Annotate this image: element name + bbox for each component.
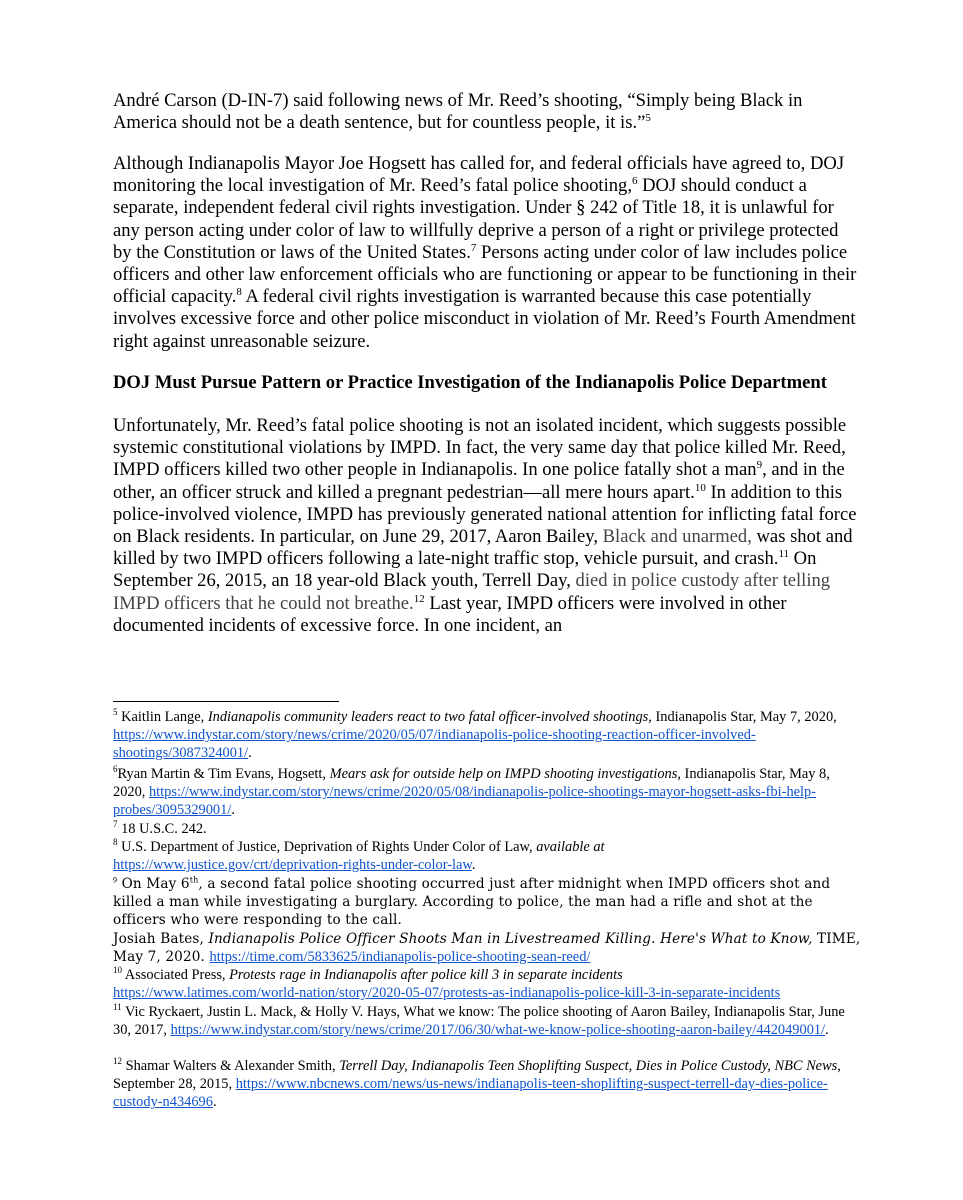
paragraph-carson-quote: André Carson (D-IN-7) said following news of Mr. Reed’s shooting, “Simply being Black in America should not be a death sentence, but for countless people, it is.”$^5$ xyxy=(113,90,803,134)
footnote-separator xyxy=(113,701,339,702)
footnote-ref-12[interactable]: 12 xyxy=(413,592,425,605)
footnote-8-link[interactable]: https://www.justice.gov/crt/deprivation-rights-under-color-law xyxy=(113,857,472,874)
footnote-6: $^6$Ryan Martin & Tim Evans, Hogsett, Mears ask for outside help on IMPD shooting investigations, Indianapolis Star, May 8, 2020, https://www.indystar.com/story/news/crime/2020/05/08/indianapolis-police-shootings-mayor-hogsett-asks-fbi-help-probes/3095329001/. xyxy=(113,764,830,819)
footnote-10-link[interactable]: https://www.latimes.com/world-nation/story/2020-05-07/protests-as-indianapolis-police-kill-3-in-separate-incidents xyxy=(113,985,781,1002)
footnote-ref-10[interactable]: 10 xyxy=(694,481,706,494)
footnote-ref-6[interactable]: 6 xyxy=(631,175,638,188)
footnote-12-link[interactable]: https://www.nbcnews.com/news/us-news/indianapolis-teen-shoplifting-suspect-terrell-day-dies-police-custody-n434696 xyxy=(113,1076,828,1111)
paragraph-doj-investigation: Although Indianapolis Mayor Joe Hogsett has called for, and federal officials have agreed to, DOJ monitoring the local investigation of Mr. Reed’s fatal police shooting,$^6$ DOJ should conduct a separate, independent federal civil rights investigation. Under § 242 of Title 18, it is unlawful for any person acting under color of law to willfully deprive a person of a right or privilege protected by the Constitution or laws of the United States.$^7$ Persons acting under color of law includes police officers and other law enforcement officials who are functioning or appear to be functioning in their official capacity.$^8$ A federal civil rights investigation is warranted because this case potentially involves excessive force and other police misconduct in violation of Mr. Reed’s Fourth Amendment right against unreasonable seizure. xyxy=(113,153,857,352)
paragraph-pattern-practice: Unfortunately, Mr. Reed’s fatal police shooting is not an isolated incident, which suggests possible systemic constitutional violations by IMPD. In fact, the very same day that police killed Mr. Reed, IMPD officers killed two other people in Indianapolis. In one police fatally shot a man$^9$, and in the other, an officer struck and killed a pregnant pedestrian—all mere hours apart.$^{10}$ In addition to this police-involved violence, IMPD has previously generated national attention for inflicting fatal force on Black residents. In particular, on June 29, 2017, Aaron Bailey, Black and unarmed, was shot and killed by two IMPD officers following a late-night traffic stop, vehicle pursuit, and crash.$^{11}$ On September 26, 2015, an 18 year-old Black youth, Terrell Day, died in police custody after telling IMPD officers that he could not breathe.$^{12}$ Last year, IMPD officers were involved in other documented incidents of excessive force. In one incident, an xyxy=(113,415,857,636)
footnote-9-link[interactable]: https://time.com/5833625/indianapolis-police-shooting-sean-reed/ xyxy=(209,948,591,965)
footnote-5: $^5$ Kaitlin Lange, Indianapolis community leaders react to two fatal officer-involved shootings, Indianapolis Star, May 7, 2020, https://www.indystar.com/story/news/crime/2020/05/07/indianapolis-police-shooting-reaction-officer-involved-shootings/3087324001/. xyxy=(113,707,837,762)
footnote-ref-11[interactable]: 11 xyxy=(778,548,790,561)
footnote-9: $^9$ On May 6th, a second fatal police shooting occurred just after midnight when IMPD officers shot and killed a man while investigating a burglary. According to police, the man had a rifle and shot at the officers who were responding to the call. Josiah Bates, Indianapolis Police Officer Shoots Man in Livestreamed Killing. Here's What to Know, TIME, May 7, 2020. https://time.com/5833625/indianapolis-police-shooting-sean-reed/ xyxy=(113,875,861,965)
footnote-10: $^{10}$ Associated Press, Protests rage in Indianapolis after police kill 3 in separate incidents https://www.latimes.com/world-nation/story/2020-05-07/protests-as-indianapolis-police-kill-3-in-separate-incidents xyxy=(113,965,781,1002)
footnote-5-link[interactable]: https://www.indystar.com/story/news/crime/2020/05/07/indianapolis-police-shooting-reaction-officer-involved-shootings/3087324001/ xyxy=(113,727,756,762)
footnote-11-link[interactable]: https://www.indystar.com/story/news/crime/2017/06/30/what-we-know-police-shooting-aaron-bailey/442049001/ xyxy=(170,1022,826,1039)
footnote-8: $^8$ U.S. Department of Justice, Deprivation of Rights Under Color of Law, available at https://www.justice.gov/crt/deprivation-rights-under-color-law. xyxy=(113,837,605,874)
footnote-7: $^7$ 18 U.S.C. 242. xyxy=(113,819,207,837)
section-heading: DOJ Must Pursue Pattern or Practice Investigation of the Indianapolis Police Department xyxy=(113,372,827,393)
footnote-ref-9[interactable]: 9 xyxy=(756,459,763,472)
footnote-ref-8[interactable]: 8 xyxy=(236,286,242,299)
footnote-ref-5[interactable]: 5 xyxy=(645,112,651,125)
footnote-11: $^{11}$ Vic Ryckaert, Justin L. Mack, & Holly V. Hays, What we know: The police shooting of Aaron Bailey, Indianapolis Star, June 30, 2017, https://www.indystar.com/story/news/crime/2017/06/30/what-we-know-police-shooting-aaron-bailey/442049001/. xyxy=(113,1002,845,1039)
footnote-6-link[interactable]: https://www.indystar.com/story/news/crime/2020/05/08/indianapolis-police-shootings-mayor-hogsett-asks-fbi-help-probes/3095329001/ xyxy=(113,784,817,819)
footnote-ref-7[interactable]: 7 xyxy=(470,241,477,254)
footnote-12: $^{12}$ Shamar Walters & Alexander Smith, Terrell Day, Indianapolis Teen Shoplifting Suspect, Dies in Police Custody, NBC News, September 28, 2015, https://www.nbcnews.com/news/us-news/indianapolis-teen-shoplifting-suspect-terrell-day-dies-police-custody-n434696. xyxy=(113,1056,841,1111)
